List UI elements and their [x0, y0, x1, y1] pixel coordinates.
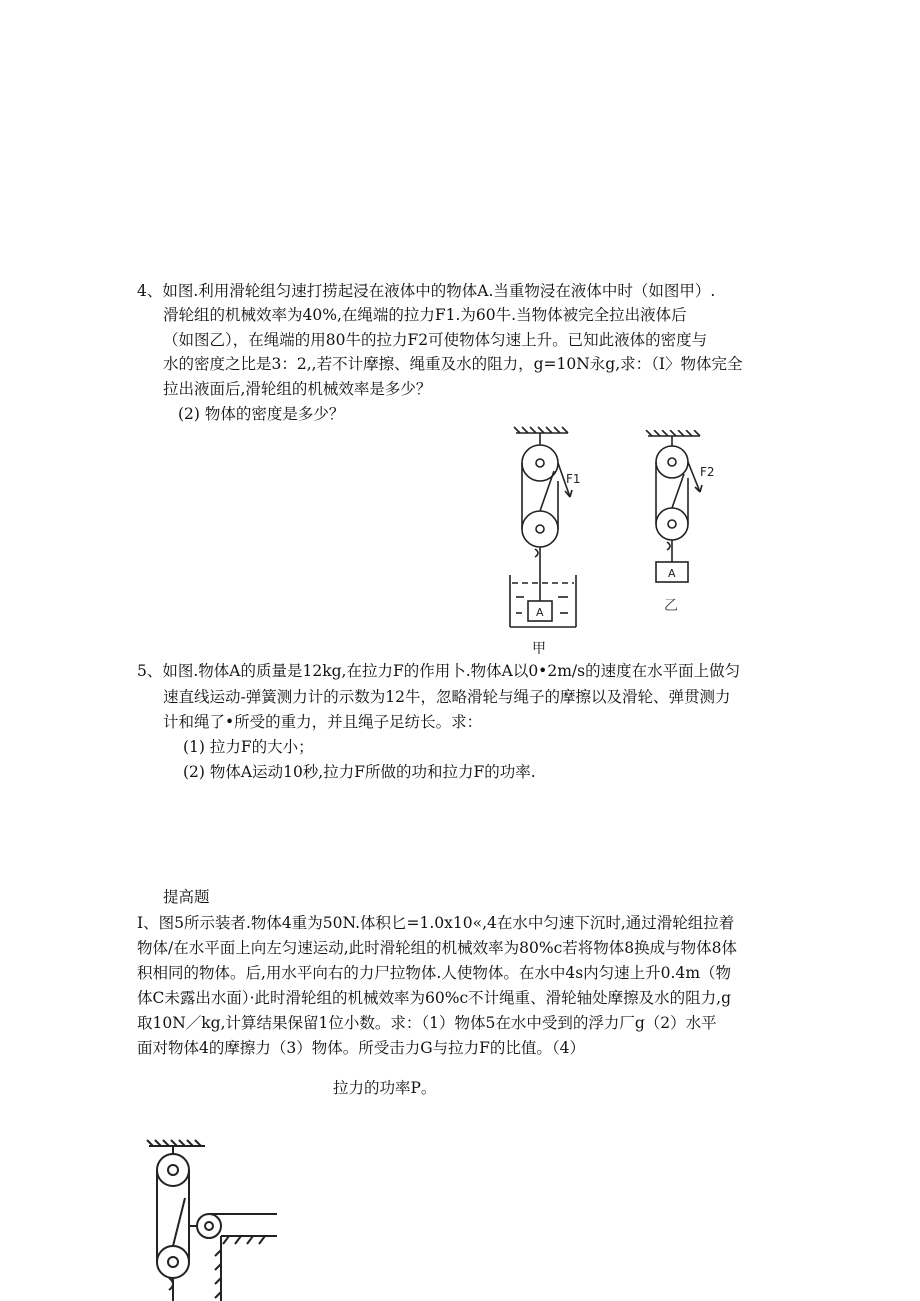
- pulley-figure-yi: [640, 430, 730, 615]
- problem4-line-1: 4、如图.利用滑轮组匀速打捞起浸在液体中的物体A.当重物浸在液体中时（如图甲）.: [137, 282, 716, 300]
- advanced-last-line: 拉力的功率P。: [333, 1079, 437, 1097]
- problem5-line-1: 5、如图.物体A的质量是12kg,在拉力F的作用卜.物体A以0•2m/s的速度在水平面上做匀: [137, 662, 741, 680]
- advanced-line-6: 面对物体4的摩擦力（3）物体。所受击力G与拉力F的比值。（4）: [137, 1039, 585, 1057]
- problem5-line-3: 计和绳了•所受的重力，并且绳子足纺长。求：: [163, 713, 483, 731]
- advanced-line-1: I、图5所示装者.物体4重为50N.体积匕=1.0x10«,4在水中匀速下沉时,通过滑轮组拉着: [137, 914, 735, 932]
- advanced-line-5: 取10N／kg,计算结果保留1位小数。求：（1）物体5在水中受到的浮力厂g（2）水平: [137, 1014, 717, 1032]
- caption-jia: 甲: [532, 641, 546, 657]
- advanced-heading: 提高题: [163, 888, 210, 906]
- problem5-question-1: (1) 拉力F的大小；: [183, 738, 314, 756]
- advanced-line-4: 体C未露出水面）·此时滑轮组的机械效率为60%c不计绳重、滑轮轴处摩擦及水的阻力,g: [137, 989, 732, 1007]
- problem4-line-2: 滑轮组的机械效率为40%,在绳端的拉力F1.为60牛.当物体被完全拉出液体后: [163, 306, 687, 324]
- advanced-line-3: 积相同的物体。后,用水平向右的力尸拉物体.人使物体。在水中4s内匀速上升0.4m（物: [137, 964, 732, 982]
- problem4-line-3: （如图乙），在绳端的用80牛的拉力F2可使物体匀速上升。已知此液体的密度与: [163, 331, 708, 349]
- problem4-question-2: (2) 物体的密度是多少？: [178, 405, 345, 423]
- label-block-a: A: [536, 606, 544, 619]
- pulley-figure-jia: [500, 425, 590, 657]
- caption-yi: 乙: [664, 598, 678, 614]
- pulley-figure-5: [145, 1138, 280, 1301]
- advanced-line-2: 物体/在水平面上向左匀速运动,此时滑轮组的机械效率为80%c若将物体8换成与物体8体: [137, 939, 738, 957]
- problem4-line-5: 拉出液面后,滑轮组的机械效率是多少？: [163, 380, 432, 398]
- label-block-a-yi: A: [668, 567, 676, 580]
- problem4-line-4: 水的密度之比是3：2,,若不计摩擦、绳重及水的阻力，g=10N永g,求：（I〉物体完全: [163, 355, 743, 373]
- problem5-line-2: 速直线运动-弹簧测力计的示数为12牛，忽略滑轮与绳子的摩擦以及滑轮、弹贯测力: [163, 688, 731, 706]
- problem5-question-2: (2) 物体A运动10秒,拉力F所做的功和拉力F的功率.: [183, 763, 536, 781]
- label-f1: F1: [566, 472, 581, 486]
- label-f2: F2: [700, 465, 715, 479]
